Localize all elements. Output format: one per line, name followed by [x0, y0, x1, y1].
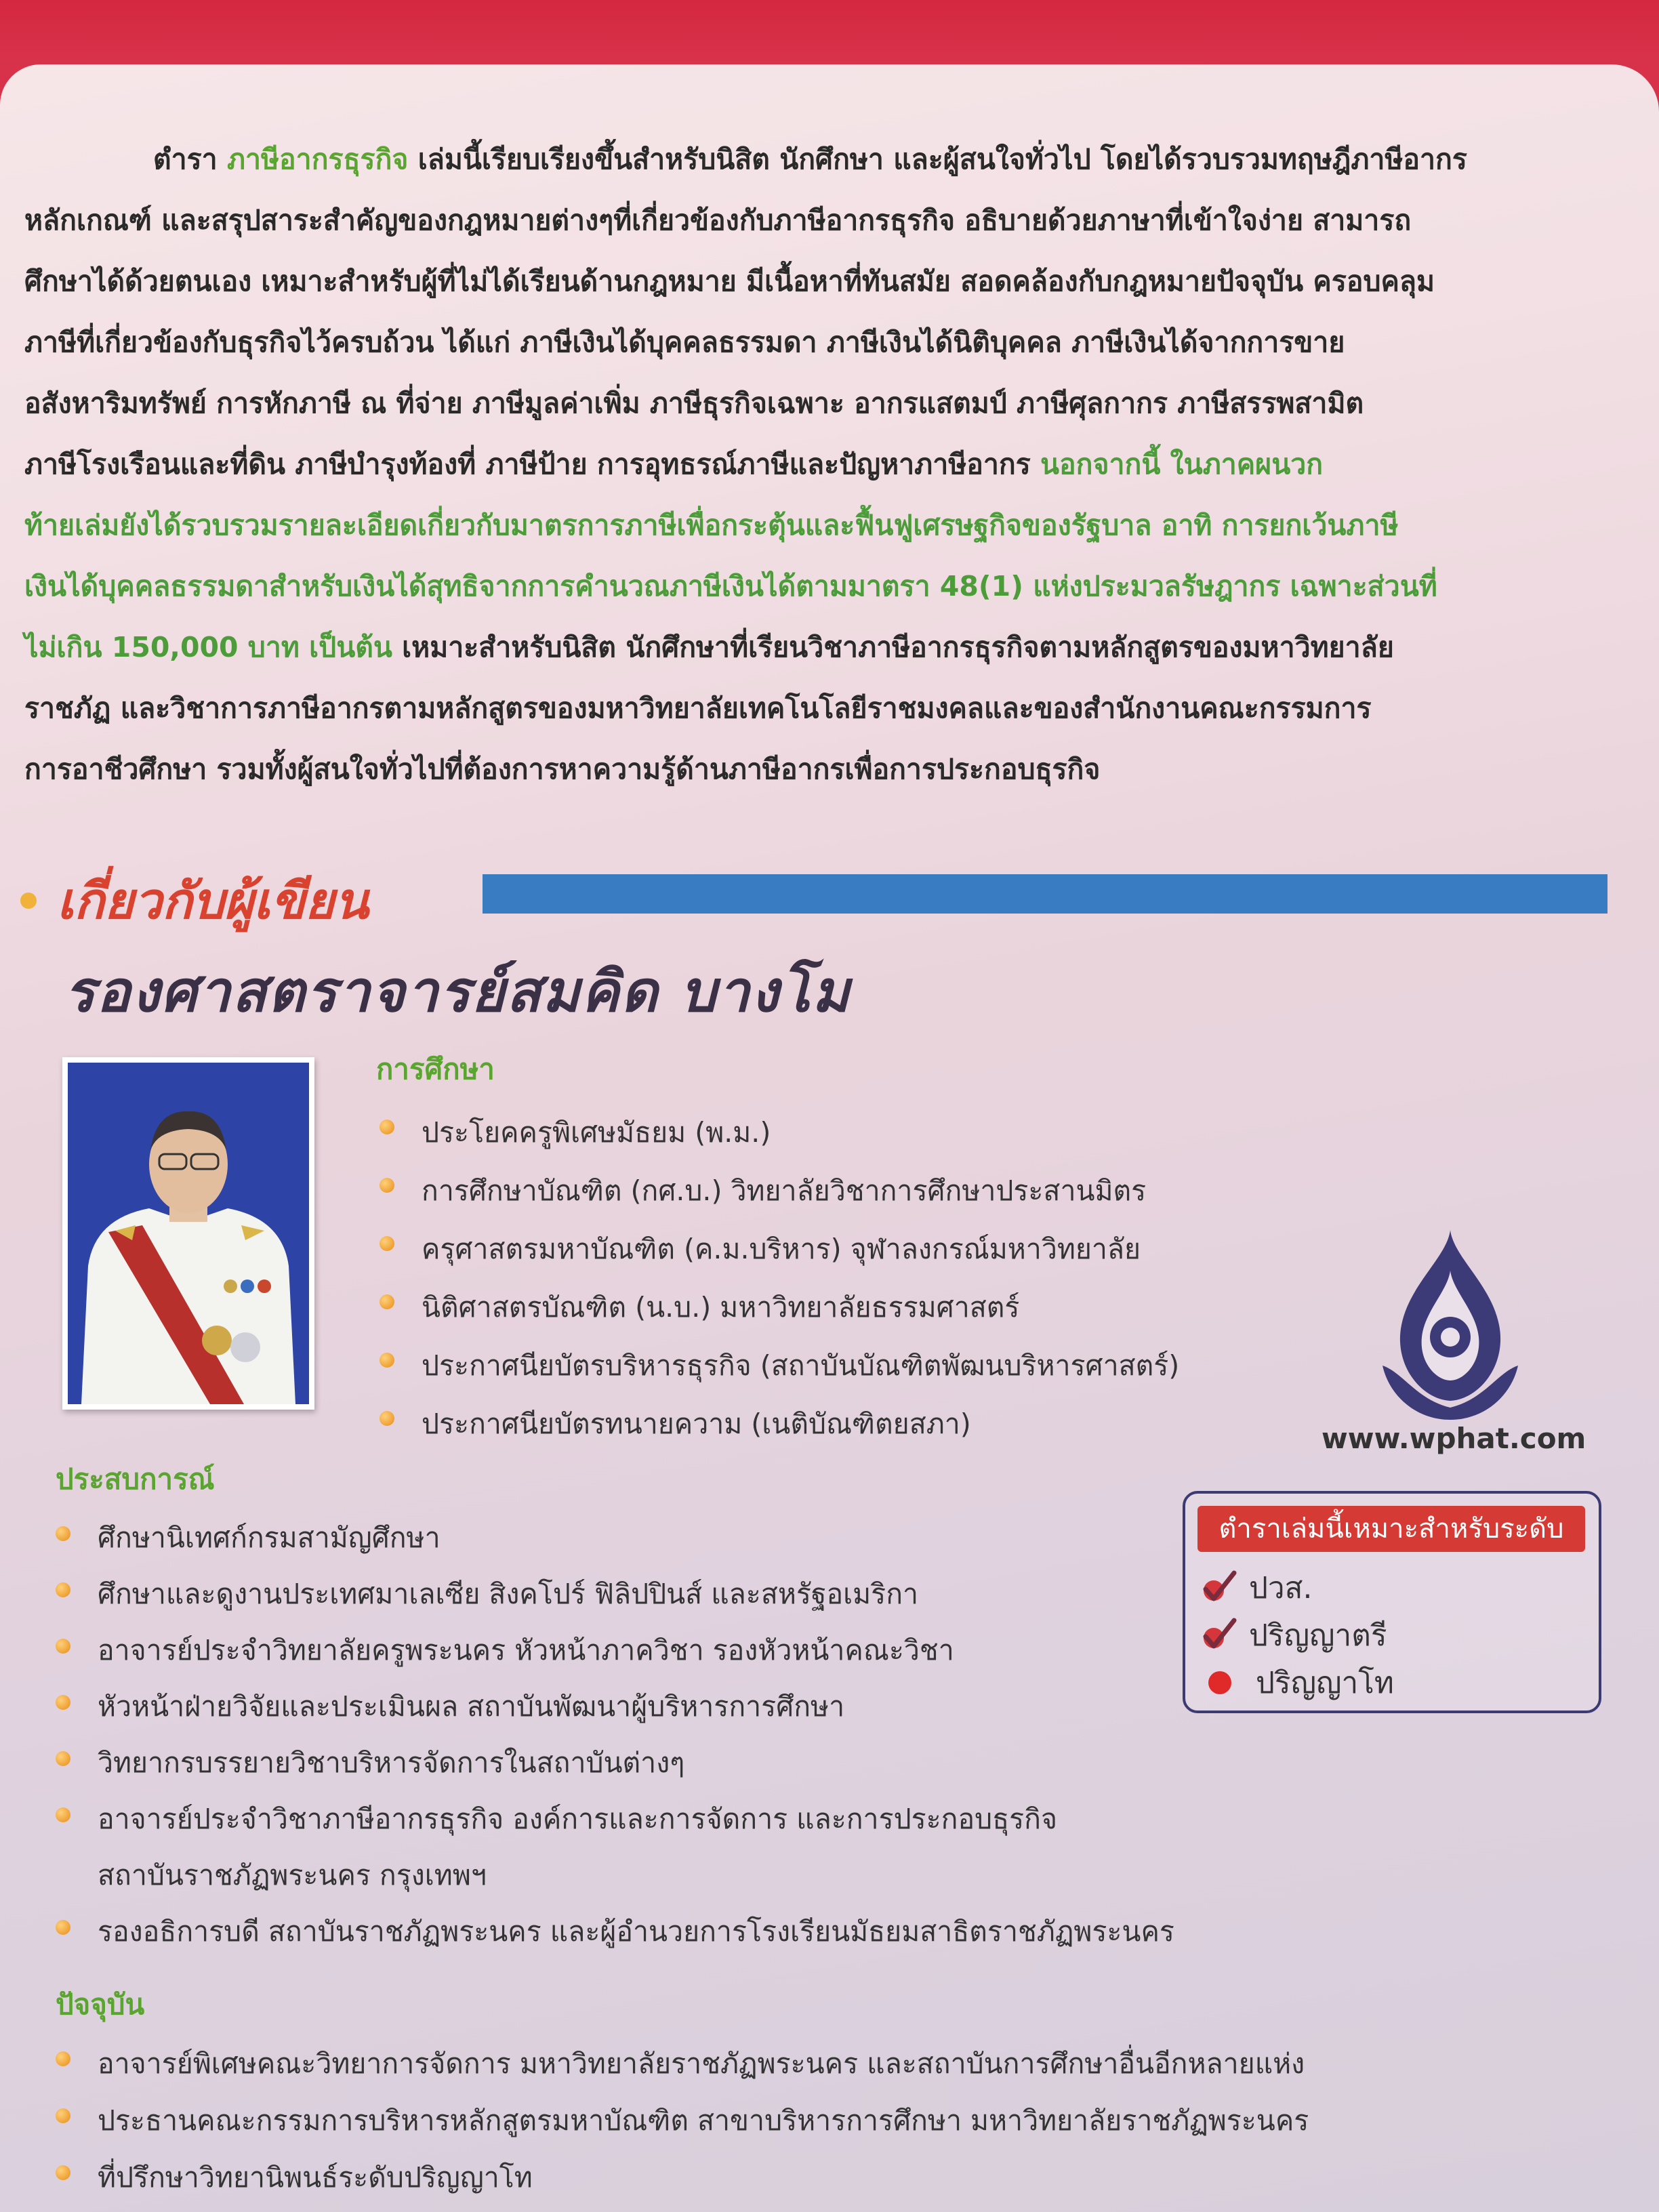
list-item-text: ประธานคณะกรรมการบริหารหลักสูตรมหาบัณฑิต สาขาบริหารการศึกษา มหาวิทยาลัยราชภัฏพระนคร: [98, 2104, 1309, 2137]
bullet-icon: [56, 1526, 70, 1541]
bullet-icon: [380, 1353, 394, 1368]
list-item-text: ประกาศนียบัตรทนายความ (เนติบัณฑิตยสภา): [422, 1408, 971, 1440]
bullet-icon: [380, 1294, 394, 1309]
list-item: [380, 1162, 1179, 1220]
list-item: [56, 2149, 1309, 2206]
author-name: รองศาสตราจารย์สมคิด บางโม: [64, 958, 851, 1025]
list-item: [380, 1278, 1179, 1336]
list-item-text: อาจารย์พิเศษคณะวิทยาการจัดการ มหาวิทยาลัยราชภัฏพระนคร และสถาบันการศึกษาอื่นอีกหลายแห่ง: [98, 2047, 1305, 2080]
publisher-logo-icon: [1382, 1230, 1518, 1422]
portrait-illustration: [68, 1063, 309, 1404]
appendix-highlight: นอกจากนี้ ในภาคผนวก: [1040, 448, 1324, 480]
bullet-icon: [56, 1920, 70, 1935]
about-author-title: เกี่ยวกับผู้เขียน: [57, 872, 369, 930]
bullet-icon: [56, 1751, 70, 1766]
list-item: [56, 2092, 1309, 2149]
list-item: [380, 1103, 1179, 1162]
desc-line-2: หลักเกณฑ์ และสรุปสาระสำคัญของกฎหมายต่างๆที่เกี่ยวข้องกับภาษีอากรธุรกิจ อธิบายด้วยภาษาที่เข้าใจง่าย สามารถ: [24, 204, 1412, 237]
level-label: ปริญญาโท: [1256, 1666, 1394, 1700]
list-item: [380, 1336, 1179, 1395]
list-item-text: หัวหน้าฝ่ายวิจัยและประเมินผล สถาบันพัฒนาผู้บริหารการศึกษา: [98, 1690, 845, 1723]
suitable-level-box: [1183, 1491, 1601, 1713]
level-item-vocational: [1199, 1564, 1312, 1612]
desc-text: เล่มนี้เรียบเรียงขึ้นสำหรับนิสิต นักศึกษา และผู้สนใจทั่วไป โดยได้รวบรวมทฤษฎีภาษีอากร: [408, 143, 1467, 176]
desc-line-11: การอาชีวศึกษา รวมทั้งผู้สนใจทั่วไปที่ต้องการหาความรู้ด้านภาษีอากรเพื่อการประกอบธุรกิจ: [24, 753, 1101, 785]
list-item: [56, 1904, 1411, 1960]
bullet-icon: [380, 1178, 394, 1193]
list-item: [56, 1791, 1411, 1904]
list-item: [56, 2035, 1309, 2092]
bullet-icon: [380, 1411, 394, 1426]
bullet-icon: [56, 1695, 70, 1710]
desc-line-8: เงินได้บุคคลธรรมดาสำหรับเงินได้สุทธิจากการคำนวณภาษีเงินได้ตามมาตรา 48(1) แห่งประมวลรัษฎากร เฉพาะส่วนที่: [24, 570, 1437, 602]
desc-line-1: [24, 129, 1624, 190]
list-item-text: ครุศาสตรมหาบัณฑิต (ค.ม.บริหาร) จุฬาลงกรณ์มหาวิทยาลัย: [422, 1233, 1141, 1265]
list-item-text: ศึกษาและดูงานประเทศมาเลเซีย สิงคโปร์ ฟิลิปปินส์ และสหรัฐอเมริกา: [98, 1578, 919, 1610]
list-item-text: ศึกษานิเทศก์กรมสามัญศึกษา: [98, 1521, 441, 1554]
current-title: ปัจจุบัน: [56, 1988, 145, 2021]
author-photo: [62, 1057, 314, 1410]
level-label: ปริญญาตรี: [1249, 1618, 1387, 1653]
appendix-highlight: ไม่เกิน 150,000 บาท เป็นต้น: [24, 631, 392, 663]
list-item-text: อาจารย์ประจำวิทยาลัยครูพระนคร หัวหน้าภาควิชา รองหัวหน้าคณะวิชา: [98, 1634, 954, 1666]
list-item-text: อาจารย์ประจำวิชาภาษีอากรธุรกิจ องค์การและการจัดการ และการประกอบธุรกิจ: [98, 1803, 1058, 1835]
list-item-text: การศึกษาบัณฑิต (กศ.บ.) วิทยาลัยวิชาการศึกษาประสานมิตร: [422, 1174, 1147, 1207]
book-title-highlight: ภาษีอากรธุรกิจ: [226, 143, 409, 176]
bullet-icon: [380, 1236, 394, 1251]
current-list: [56, 2035, 1309, 2206]
list-item-text: วิทยากรบรรยายวิชาบริหารจัดการในสถาบันต่างๆ: [98, 1746, 685, 1779]
desc-line-5: อสังหาริมทรัพย์ การหักภาษี ณ ที่จ่าย ภาษีมูลค่าเพิ่ม ภาษีธุรกิจเฉพาะ อากรแสตมป์ ภาษีศุลกากร ภาษีสรรพสามิต: [24, 387, 1364, 419]
section-divider-bar: [483, 874, 1607, 914]
desc-line-3: ศึกษาได้ด้วยตนเอง เหมาะสำหรับผู้ที่ไม่ได้เรียนด้านกฎหมาย มีเนื้อหาที่ทันสมัย สอดคล้องกับกฎหมายปัจจุบัน ครอบคลุม: [24, 265, 1435, 298]
bullet-icon: [56, 2051, 70, 2066]
desc-line-6: [24, 434, 1624, 495]
bullet-icon: [56, 1582, 70, 1597]
bullet-icon: [56, 2108, 70, 2123]
about-author-header: [20, 861, 369, 941]
list-item-continuation: สถาบันราชภัฏพระนคร กรุงเทพฯ: [98, 1859, 487, 1891]
list-item-text: ประกาศนียบัตรบริหารธุรกิจ (สถาบันบัณฑิตพัฒนบริหารศาสตร์): [422, 1349, 1180, 1382]
portrait-image: [68, 1063, 309, 1404]
education-title: การศึกษา: [376, 1052, 495, 1086]
lotus-logo-icon: [1382, 1230, 1518, 1420]
list-item-text: ที่ปรึกษาวิทยานิพนธ์ระดับปริญญาโท: [98, 2161, 533, 2194]
red-dot-icon: [1208, 1671, 1231, 1694]
list-item: [56, 1735, 1411, 1791]
description-paragraph: [24, 129, 1624, 800]
desc-line-9: [24, 617, 1624, 678]
education-list: [380, 1103, 1179, 1453]
level-item-master: [1199, 1659, 1394, 1706]
desc-line-7: ท้ายเล่มยังได้รวบรวมรายละเอียดเกี่ยวกับมาตรการภาษีเพื่อกระตุ้นและฟื้นฟูเศรษฐกิจของรัฐบาล อาทิ การยกเว้นภาษี: [24, 509, 1399, 541]
desc-text: ตำรา: [153, 143, 227, 176]
bullet-icon: [380, 1120, 394, 1134]
publisher-url[interactable]: www.wphat.com: [1322, 1422, 1586, 1455]
list-item: [380, 1395, 1179, 1453]
checkmark-icon: [1199, 1616, 1237, 1654]
list-item-text: นิติศาสตรบัณฑิต (น.บ.) มหาวิทยาลัยธรรมศาสตร์: [422, 1291, 1020, 1324]
bullet-icon: [20, 893, 37, 909]
list-item-text: ประโยคครูพิเศษมัธยม (พ.ม.): [422, 1116, 771, 1149]
checkmark-icon: [1199, 1569, 1237, 1607]
bullet-icon: [56, 2165, 70, 2180]
level-item-bachelor: [1199, 1612, 1387, 1659]
list-item: [380, 1220, 1179, 1278]
level-label: ปวส.: [1249, 1571, 1313, 1605]
desc-text: ภาษีโรงเรือนและที่ดิน ภาษีบำรุงท้องที่ ภาษีป้าย การอุทธรณ์ภาษีและปัญหาภาษีอากร: [24, 448, 1041, 480]
desc-line-4: ภาษีที่เกี่ยวข้องกับธุรกิจไว้ครบถ้วน ได้แก่ ภาษีเงินได้บุคคลธรรมดา ภาษีเงินได้นิติบุคคล ภาษีเงินได้จากการขาย: [24, 326, 1345, 359]
list-item-text: รองอธิการบดี สถาบันราชภัฏพระนคร และผู้อำนวยการโรงเรียนมัธยมสาธิตราชภัฏพระนคร: [98, 1915, 1174, 1948]
level-box-title: ตำราเล่มนี้เหมาะสำหรับระดับ: [1197, 1506, 1585, 1552]
bullet-icon: [56, 1639, 70, 1654]
desc-line-10: ราชภัฏ และวิชาการภาษีอากรตามหลักสูตรของมหาวิทยาลัยเทคโนโลยีราชมงคลและของสำนักงานคณะกรรมการ: [24, 692, 1372, 724]
experience-title: ประสบการณ์: [56, 1462, 215, 1496]
desc-text: เหมาะสำหรับนิสิต นักศึกษาที่เรียนวิชาภาษีอากรธุรกิจตามหลักสูตรของมหาวิทยาลัย: [392, 631, 1394, 663]
bullet-icon: [56, 1807, 70, 1822]
